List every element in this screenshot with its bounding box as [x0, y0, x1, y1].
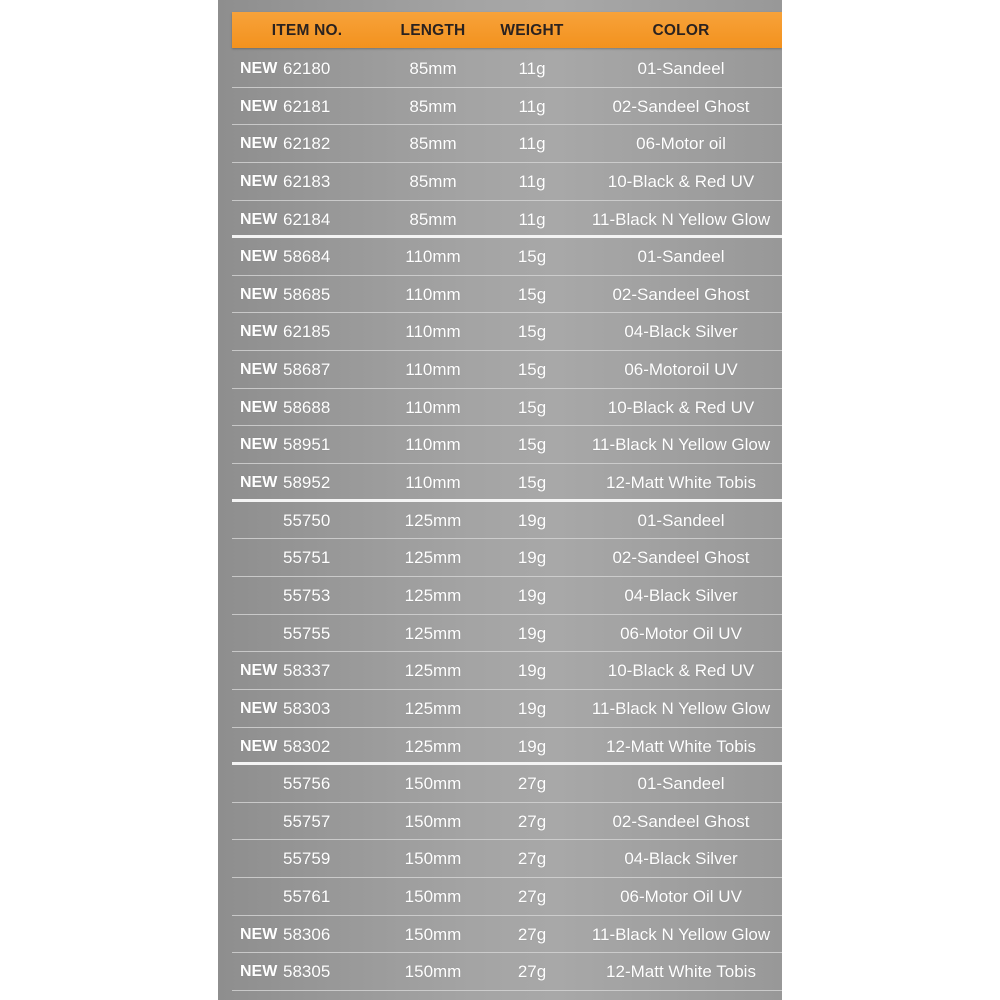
new-badge: NEW [240, 436, 278, 454]
table-row [232, 313, 782, 351]
header-item-no: ITEM NO. [271, 22, 343, 39]
table-row [232, 953, 782, 991]
header-color: COLOR [652, 22, 710, 39]
color-cell: 12-Matt White Tobis [606, 962, 756, 982]
color-cell: 04-Black Silver [624, 585, 738, 605]
new-badge: NEW [240, 398, 278, 416]
weight-cell: 11g [518, 209, 546, 229]
weight-cell: 19g [517, 585, 547, 605]
color-cell: 11-Black N Yellow Glow [591, 698, 771, 718]
weight-cell: 15g [517, 360, 547, 380]
new-badge: NEW [240, 737, 278, 755]
product-table-panel [218, 0, 782, 1000]
color-cell: 01-Sandeel [637, 59, 725, 78]
weight-cell: 27g [517, 887, 547, 907]
length-cell: 150mm [404, 849, 462, 869]
item-number: 62182 [283, 134, 331, 154]
item-number: 58305 [283, 962, 331, 982]
item-number: 58952 [283, 473, 331, 493]
header-weight: WEIGHT [500, 22, 564, 39]
item-cell [232, 765, 382, 802]
item-cell [232, 125, 382, 162]
item-number: 58687 [283, 360, 331, 380]
length-cell: 125mm [404, 698, 462, 718]
weight-cell: 19g [517, 623, 547, 643]
length-cell: 125mm [404, 623, 462, 643]
table-row [232, 878, 782, 916]
weight-cell: 19g [517, 661, 547, 681]
table-row [232, 88, 782, 126]
item-number: 58337 [283, 661, 331, 681]
length-cell: 125mm [404, 661, 462, 681]
length-cell: 125mm [404, 736, 462, 756]
item-number: 58951 [283, 435, 331, 455]
table-header [232, 12, 782, 48]
color-cell: 01-Sandeel [637, 247, 725, 267]
table-row [232, 652, 782, 690]
item-cell [232, 276, 382, 313]
color-cell: 06-Motor Oil UV [620, 887, 742, 907]
item-cell [232, 652, 382, 689]
item-number: 58306 [283, 924, 331, 944]
length-cell: 85mm [409, 209, 457, 229]
table-row [232, 728, 782, 766]
table-row [232, 201, 782, 239]
item-number: 55753 [283, 585, 331, 605]
item-number: 58685 [283, 284, 331, 304]
item-cell [232, 916, 382, 953]
table-row [232, 464, 782, 502]
new-badge: NEW [240, 323, 278, 341]
color-cell: 12-Matt White Tobis [606, 473, 756, 493]
color-cell: 06-Motoroil UV [624, 360, 738, 380]
new-badge: NEW [240, 172, 278, 190]
item-cell [232, 238, 382, 275]
item-cell [232, 389, 382, 426]
table-row [232, 539, 782, 577]
length-cell: 85mm [409, 134, 457, 154]
new-badge: NEW [240, 662, 278, 680]
item-cell [232, 690, 382, 727]
table-row [232, 840, 782, 878]
table-row [232, 690, 782, 728]
length-cell: 110mm [405, 322, 461, 342]
new-badge: NEW [240, 210, 278, 228]
length-cell: 125mm [404, 510, 462, 530]
item-cell [232, 88, 382, 125]
color-cell: 02-Sandeel Ghost [612, 96, 750, 116]
table-row [232, 238, 782, 276]
weight-cell: 11g [518, 59, 546, 78]
color-cell: 06-Motor Oil UV [620, 623, 742, 643]
item-number: 58684 [283, 247, 331, 267]
table-row [232, 426, 782, 464]
color-cell: 10-Black & Red UV [607, 397, 755, 417]
length-cell: 110mm [405, 284, 461, 304]
item-cell [232, 201, 382, 236]
item-cell [232, 953, 382, 990]
weight-cell: 15g [517, 435, 547, 455]
weight-cell: 15g [517, 284, 547, 304]
new-badge: NEW [240, 135, 278, 153]
item-cell [232, 313, 382, 350]
weight-cell: 11g [518, 96, 546, 116]
table-row [232, 276, 782, 314]
color-cell: 10-Black & Red UV [607, 661, 755, 681]
new-badge: NEW [240, 248, 278, 266]
color-cell: 01-Sandeel [637, 774, 725, 794]
header-length: LENGTH [400, 22, 466, 39]
item-cell [232, 615, 382, 652]
item-cell [232, 728, 382, 763]
length-cell: 150mm [404, 924, 462, 944]
color-cell: 01-Sandeel [637, 510, 725, 530]
length-cell: 85mm [409, 59, 457, 78]
color-cell: 11-Black N Yellow Glow [591, 209, 771, 229]
item-cell [232, 539, 382, 576]
weight-cell: 27g [517, 962, 547, 982]
item-number: 55759 [283, 849, 331, 869]
table-row [232, 502, 782, 540]
item-number: 55757 [283, 811, 331, 831]
item-number: 55761 [283, 887, 331, 907]
weight-cell: 19g [517, 736, 547, 756]
length-cell: 110mm [405, 473, 461, 493]
table-body [232, 50, 782, 991]
weight-cell: 19g [517, 548, 547, 568]
weight-cell: 19g [517, 510, 547, 530]
length-cell: 85mm [409, 96, 457, 116]
length-cell: 110mm [405, 360, 461, 380]
length-cell: 150mm [404, 774, 462, 794]
weight-cell: 15g [517, 322, 547, 342]
item-cell [232, 803, 382, 840]
item-cell [232, 50, 382, 87]
table-row [232, 803, 782, 841]
item-cell [232, 351, 382, 388]
weight-cell: 11g [518, 134, 546, 154]
color-cell: 02-Sandeel Ghost [612, 548, 750, 568]
new-badge: NEW [240, 285, 278, 303]
length-cell: 110mm [405, 435, 461, 455]
color-cell: 11-Black N Yellow Glow [591, 435, 771, 455]
length-cell: 125mm [404, 548, 462, 568]
color-cell: 10-Black & Red UV [607, 171, 755, 191]
weight-cell: 11g [518, 171, 546, 191]
color-cell: 02-Sandeel Ghost [612, 811, 750, 831]
item-number: 55751 [283, 548, 331, 568]
item-cell [232, 577, 382, 614]
weight-cell: 27g [517, 849, 547, 869]
new-badge: NEW [240, 97, 278, 115]
table-row [232, 577, 782, 615]
weight-cell: 15g [517, 247, 547, 267]
length-cell: 110mm [405, 397, 461, 417]
color-cell: 06-Motor oil [636, 134, 726, 154]
item-number: 58303 [283, 698, 331, 718]
item-cell [232, 502, 382, 539]
item-cell [232, 878, 382, 915]
item-number: 62183 [283, 171, 331, 191]
item-number: 62184 [283, 209, 331, 229]
item-cell [232, 840, 382, 877]
item-number: 55755 [283, 623, 331, 643]
table-row [232, 916, 782, 954]
table-row [232, 163, 782, 201]
length-cell: 150mm [404, 811, 462, 831]
item-number: 62185 [283, 322, 331, 342]
length-cell: 110mm [405, 247, 461, 267]
item-number: 55756 [283, 774, 331, 794]
item-number: 62180 [283, 59, 331, 78]
color-cell: 12-Matt White Tobis [606, 736, 756, 756]
weight-cell: 27g [517, 774, 547, 794]
weight-cell: 27g [517, 811, 547, 831]
color-cell: 04-Black Silver [624, 322, 738, 342]
table-row [232, 765, 782, 803]
new-badge: NEW [240, 60, 278, 77]
item-cell [232, 163, 382, 200]
new-badge: NEW [240, 474, 278, 492]
item-number: 58688 [283, 397, 331, 417]
color-cell: 02-Sandeel Ghost [612, 284, 750, 304]
weight-cell: 19g [517, 698, 547, 718]
new-badge: NEW [240, 925, 278, 943]
length-cell: 150mm [404, 962, 462, 982]
weight-cell: 27g [517, 924, 547, 944]
weight-cell: 15g [517, 397, 547, 417]
table-row [232, 389, 782, 427]
table-row [232, 50, 782, 88]
table-row [232, 615, 782, 653]
item-cell [232, 426, 382, 463]
item-number: 62181 [283, 96, 331, 116]
color-cell: 11-Black N Yellow Glow [591, 924, 771, 944]
table-row [232, 125, 782, 163]
item-number: 58302 [283, 736, 331, 756]
length-cell: 85mm [409, 171, 457, 191]
new-badge: NEW [240, 963, 278, 981]
item-cell [232, 464, 382, 499]
weight-cell: 15g [517, 473, 547, 493]
item-number: 55750 [283, 510, 331, 530]
table-row [232, 351, 782, 389]
color-cell: 04-Black Silver [624, 849, 738, 869]
length-cell: 150mm [404, 887, 462, 907]
new-badge: NEW [240, 361, 278, 379]
length-cell: 125mm [404, 585, 462, 605]
new-badge: NEW [240, 699, 278, 717]
